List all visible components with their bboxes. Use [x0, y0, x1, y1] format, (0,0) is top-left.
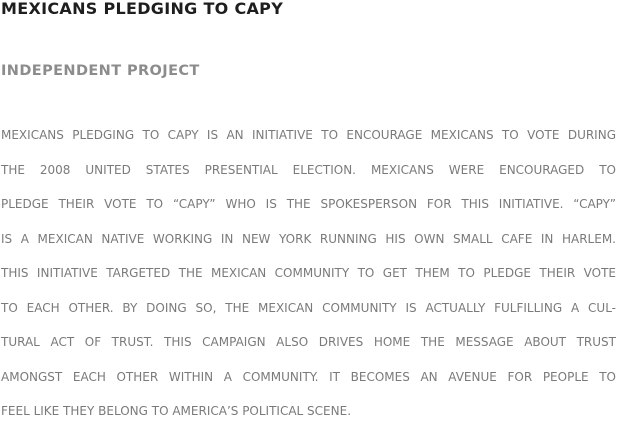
page-title: MEXICANS PLEDGING TO CAPY [1, 0, 284, 18]
description-line: FEEL LIKE THEY BELONG TO AMERICA’S POLITICAL SCENE. [1, 404, 352, 418]
description-line: AMONGST EACH OTHER WITHIN A COMMUNITY. IT BECOMES AN AVENUE FOR PEOPLE TO [1, 369, 616, 384]
description-line: MEXICANS PLEDGING TO CAPY IS AN INITIATIVE TO ENCOURAGE MEXICANS TO VOTE DURING [1, 128, 616, 142]
description-line: THE 2008 UNITED STATES PRESENTIAL ELECTION. MEXICANS WERE ENCOURAGED TO [1, 162, 616, 177]
description-line: IS A MEXICAN NATIVE WORKING IN NEW YORK RUNNING HIS OWN SMALL CAFE IN HARLEM. [1, 231, 616, 246]
description-line: PLEDGE THEIR VOTE TO “CAPY” WHO IS THE SPOKESPERSON FOR THIS INITIATIVE. “CAPY” [1, 197, 616, 211]
description-line: THIS INITIATIVE TARGETED THE MEXICAN COMMUNITY TO GET THEM TO PLEDGE THEIR VOTE [1, 266, 616, 280]
project-subtitle: INDEPENDENT PROJECT [1, 63, 200, 79]
description-line: TO EACH OTHER. BY DOING SO, THE MEXICAN COMMUNITY IS ACTUALLY FULFILLING A CUL- [1, 300, 616, 315]
description-line: TURAL ACT OF TRUST. THIS CAMPAIGN ALSO DRIVES HOME THE MESSAGE ABOUT TRUST [1, 335, 616, 349]
project-description [1, 118, 616, 429]
